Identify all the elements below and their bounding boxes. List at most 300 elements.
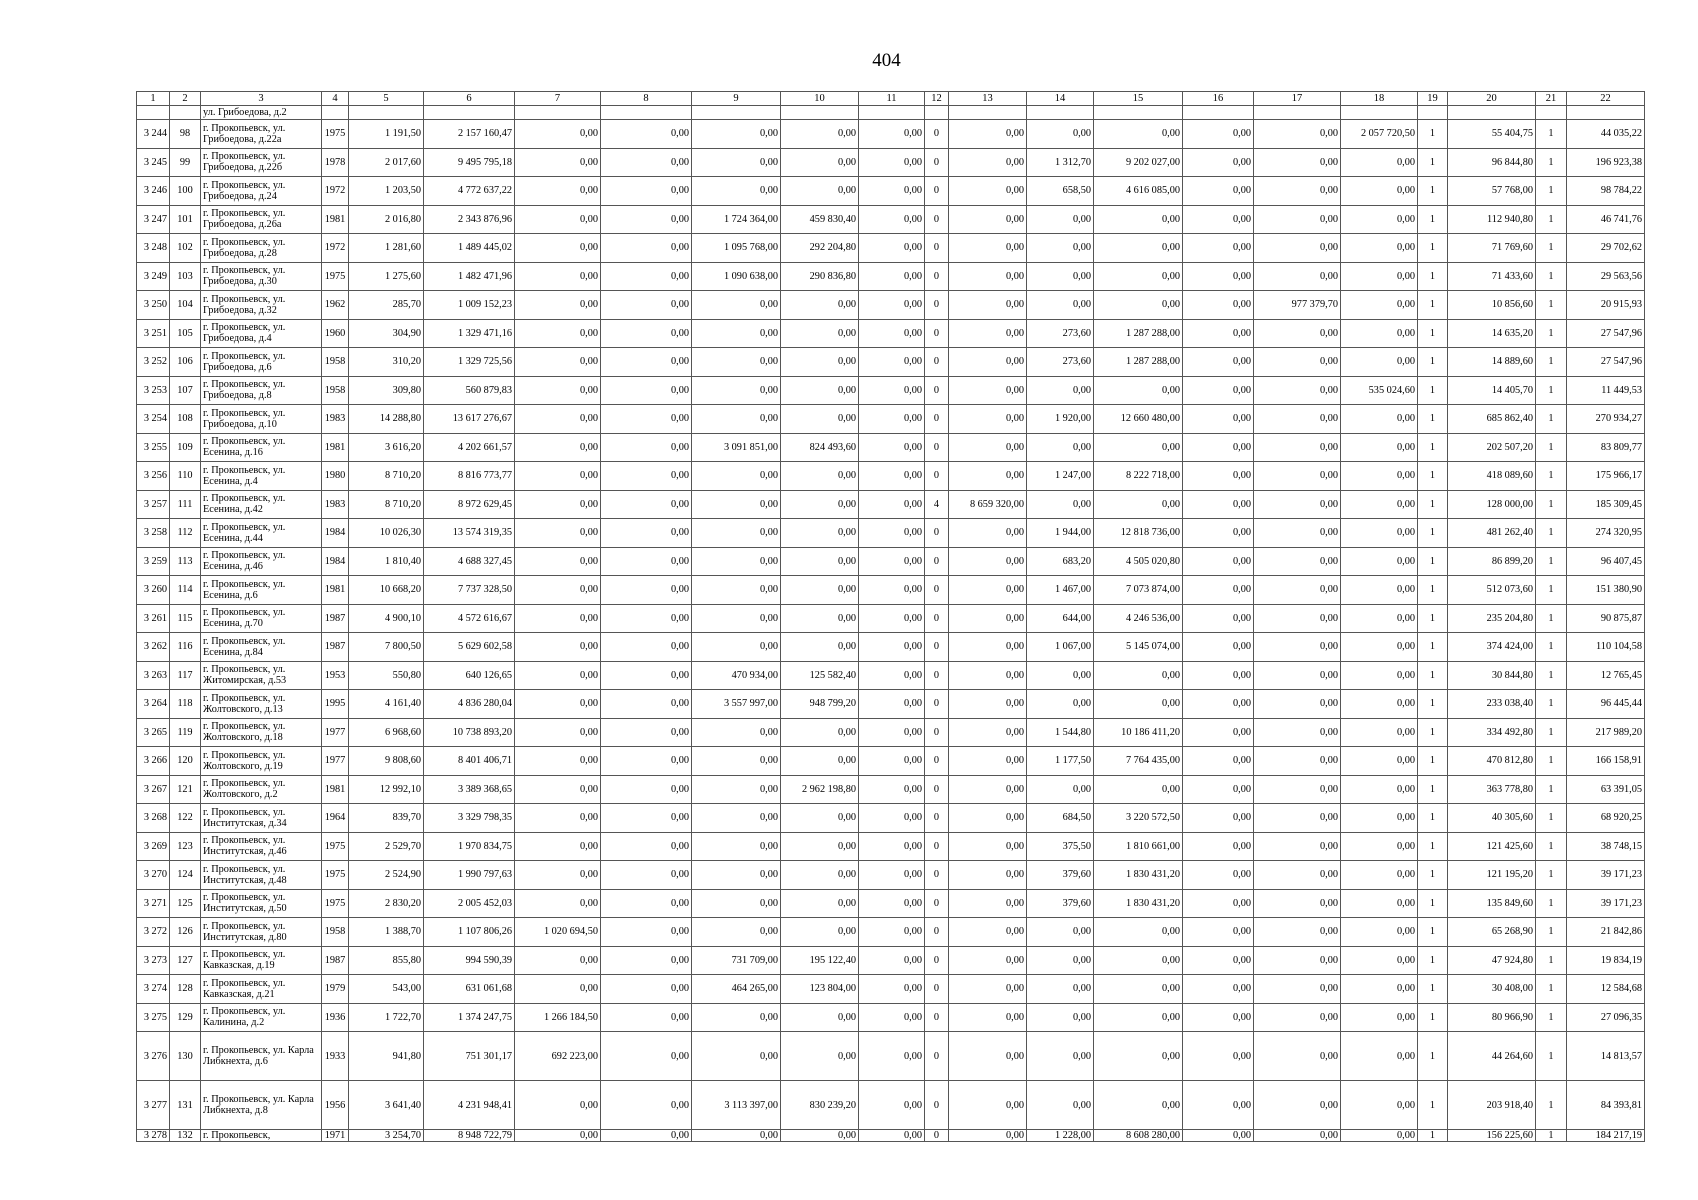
table-cell: 0 [925, 433, 949, 462]
table-cell: 1 990 797,63 [424, 861, 515, 890]
table-cell: 0,00 [601, 918, 692, 947]
table-cell: 1 [1418, 1130, 1448, 1142]
table-cell: 0,00 [1094, 120, 1183, 149]
table-cell: 0,00 [1254, 177, 1341, 206]
table-cell: 0,00 [515, 747, 601, 776]
table-cell: 1 830 431,20 [1094, 889, 1183, 918]
address-cell: г. Прокопьевск, ул. Есенина, д.16 [201, 433, 322, 462]
table-row [137, 291, 1645, 320]
table-cell: 151 380,90 [1567, 576, 1645, 605]
address-cell: г. Прокопьевск, ул. Грибоедова, д.8 [201, 376, 322, 405]
table-cell: 0,00 [1254, 775, 1341, 804]
table-cell: 0,00 [781, 861, 859, 890]
table-cell: 2 830,20 [349, 889, 424, 918]
table-cell: 0,00 [1183, 462, 1254, 491]
table-row [137, 1130, 1645, 1142]
table-row [137, 205, 1645, 234]
table-row [137, 376, 1645, 405]
table-cell: 1971 [322, 1130, 349, 1142]
table-cell: 0,00 [1027, 205, 1094, 234]
table-cell: 0,00 [859, 1130, 925, 1142]
table-cell: 1 203,50 [349, 177, 424, 206]
address-cell: г. Прокопьевск, ул. Есенина, д.84 [201, 633, 322, 662]
table-cell: 0,00 [1027, 1003, 1094, 1032]
table-cell: 0,00 [692, 1003, 781, 1032]
table-cell: 1 [1536, 1081, 1567, 1130]
cell [1448, 106, 1536, 120]
table-cell: 0,00 [1183, 1032, 1254, 1081]
table-cell: 0,00 [1341, 576, 1418, 605]
table-cell: 0,00 [1183, 234, 1254, 263]
table-row [137, 604, 1645, 633]
table-cell: 0,00 [692, 718, 781, 747]
table-cell: 3 091 851,00 [692, 433, 781, 462]
table-cell: 1933 [322, 1032, 349, 1081]
table-cell: 0,00 [515, 775, 601, 804]
table-cell: 0,00 [1341, 148, 1418, 177]
table-cell: 4 772 637,22 [424, 177, 515, 206]
table-cell: 0,00 [859, 1003, 925, 1032]
table-cell: 19 834,19 [1567, 946, 1645, 975]
table-cell: 0,00 [1341, 604, 1418, 633]
table-cell: 0,00 [1341, 462, 1418, 491]
table-cell: 0,00 [1341, 291, 1418, 320]
table-cell: 0,00 [1254, 433, 1341, 462]
table-cell: 0,00 [1341, 718, 1418, 747]
table-cell: 71 433,60 [1448, 262, 1536, 291]
table-row [137, 462, 1645, 491]
column-header: 12 [925, 92, 949, 106]
table-cell: 1 [1418, 376, 1448, 405]
table-cell: 0,00 [781, 120, 859, 149]
table-cell: 1 228,00 [1027, 1130, 1094, 1142]
table-cell: 46 741,76 [1567, 205, 1645, 234]
table-cell: 0,00 [781, 633, 859, 662]
table-cell: 0,00 [692, 519, 781, 548]
table-cell: 3 641,40 [349, 1081, 424, 1130]
table-cell: 0,00 [1254, 376, 1341, 405]
table-cell: 121 195,20 [1448, 861, 1536, 890]
table-cell: 0,00 [859, 205, 925, 234]
table-cell: 0,00 [1341, 946, 1418, 975]
table-cell: 0,00 [949, 633, 1027, 662]
table-cell: 7 764 435,00 [1094, 747, 1183, 776]
table-cell: 0,00 [1183, 1130, 1254, 1142]
table-cell: 10 856,60 [1448, 291, 1536, 320]
table-cell: 4 688 327,45 [424, 547, 515, 576]
table-cell: 98 784,22 [1567, 177, 1645, 206]
table-row [137, 547, 1645, 576]
table-cell: 0,00 [515, 861, 601, 890]
table-cell: 0,00 [1183, 1003, 1254, 1032]
table-cell: 14 635,20 [1448, 319, 1536, 348]
table-cell: 3 270 [137, 861, 170, 890]
table-cell: 104 [170, 291, 201, 320]
table-cell: 0 [925, 547, 949, 576]
table-cell: 0,00 [1094, 775, 1183, 804]
table-row [137, 918, 1645, 947]
table-cell: 0,00 [692, 148, 781, 177]
column-header: 14 [1027, 92, 1094, 106]
table-cell: 1979 [322, 975, 349, 1004]
table-cell: 0 [925, 861, 949, 890]
table-cell: 0,00 [692, 490, 781, 519]
table-cell: 0,00 [859, 661, 925, 690]
table-cell: 195 122,40 [781, 946, 859, 975]
address-cell: г. Прокопьевск, ул. Калинина, д.2 [201, 1003, 322, 1032]
table-cell: 640 126,65 [424, 661, 515, 690]
table-cell: 1 [1536, 319, 1567, 348]
table-cell: 3 275 [137, 1003, 170, 1032]
table-cell: 44 035,22 [1567, 120, 1645, 149]
table-cell: 0,00 [692, 918, 781, 947]
column-header: 19 [1418, 92, 1448, 106]
table-cell: 1 [1536, 604, 1567, 633]
address-cell: г. Прокопьевск, ул. Грибоедова, д.24 [201, 177, 322, 206]
table-cell: 1962 [322, 291, 349, 320]
table-cell: 0,00 [1183, 262, 1254, 291]
table-cell: 0,00 [949, 946, 1027, 975]
table-cell: 71 769,60 [1448, 234, 1536, 263]
table-cell: 117 [170, 661, 201, 690]
table-cell: 824 493,60 [781, 433, 859, 462]
table-cell: 0,00 [601, 490, 692, 519]
table-cell: 1981 [322, 205, 349, 234]
table-cell: 855,80 [349, 946, 424, 975]
table-cell: 3 269 [137, 832, 170, 861]
table-cell: 0,00 [859, 262, 925, 291]
table-cell: 2 962 198,80 [781, 775, 859, 804]
table-cell: 0,00 [1341, 975, 1418, 1004]
column-header: 3 [201, 92, 322, 106]
table-cell: 3 257 [137, 490, 170, 519]
table-cell: 684,50 [1027, 804, 1094, 833]
table-cell: 1 [1418, 576, 1448, 605]
table-row [137, 348, 1645, 377]
table-cell: 3 273 [137, 946, 170, 975]
table-cell: 0 [925, 348, 949, 377]
address-cell: г. Прокопьевск, ул. Есенина, д.4 [201, 462, 322, 491]
table-cell: 125 582,40 [781, 661, 859, 690]
table-cell: 29 702,62 [1567, 234, 1645, 263]
cell [781, 106, 859, 120]
table-cell: 109 [170, 433, 201, 462]
table-cell: 0,00 [601, 747, 692, 776]
table-cell: 0,00 [601, 1003, 692, 1032]
table-cell: 0,00 [515, 633, 601, 662]
table-row [137, 319, 1645, 348]
table-cell: 0,00 [1027, 918, 1094, 947]
table-cell: 113 [170, 547, 201, 576]
table-cell: 0,00 [859, 775, 925, 804]
table-cell: 0,00 [949, 718, 1027, 747]
table-cell: 0,00 [1027, 690, 1094, 719]
table-cell: 1980 [322, 462, 349, 491]
table-cell: 0,00 [601, 832, 692, 861]
table-cell: 1995 [322, 690, 349, 719]
table-cell: 644,00 [1027, 604, 1094, 633]
table-cell: 0,00 [1341, 661, 1418, 690]
table-cell: 10 186 411,20 [1094, 718, 1183, 747]
table-cell: 0,00 [859, 576, 925, 605]
table-cell: 379,60 [1027, 889, 1094, 918]
table-cell: 3 261 [137, 604, 170, 633]
table-cell: 0,00 [515, 177, 601, 206]
table-cell: 0,00 [949, 661, 1027, 690]
table-row [137, 433, 1645, 462]
table-cell: 0,00 [1183, 946, 1254, 975]
address-cell: г. Прокопьевск, ул. Грибоедова, д.30 [201, 262, 322, 291]
table-cell: 1 [1536, 576, 1567, 605]
table-cell: 0 [925, 405, 949, 434]
table-cell: 0,00 [949, 433, 1027, 462]
table-cell: 0,00 [515, 234, 601, 263]
table-cell: 0,00 [1254, 1032, 1341, 1081]
table-cell: 1 [1536, 348, 1567, 377]
table-cell: 3 267 [137, 775, 170, 804]
table-cell: 105 [170, 319, 201, 348]
table-cell: 4 161,40 [349, 690, 424, 719]
table-cell: 0,00 [781, 376, 859, 405]
table-cell: 0,00 [1341, 804, 1418, 833]
table-cell: 3 258 [137, 519, 170, 548]
table-cell: 1936 [322, 1003, 349, 1032]
table-cell: 1 191,50 [349, 120, 424, 149]
cell [601, 106, 692, 120]
address-cell: г. Прокопьевск, ул. Есенина, д.42 [201, 490, 322, 519]
table-cell: 12 992,10 [349, 775, 424, 804]
table-cell: 0,00 [781, 604, 859, 633]
table-cell: 8 659 320,00 [949, 490, 1027, 519]
column-header: 20 [1448, 92, 1536, 106]
table-cell: 1 [1418, 319, 1448, 348]
table-cell: 0,00 [1254, 747, 1341, 776]
table-cell: 1 329 725,56 [424, 348, 515, 377]
table-cell: 0,00 [601, 576, 692, 605]
address-cell: г. Прокопьевск, ул. Жолтовского, д.13 [201, 690, 322, 719]
table-cell: 3 245 [137, 148, 170, 177]
table-cell: 1987 [322, 633, 349, 662]
table-cell: 0,00 [1183, 490, 1254, 519]
table-cell: 0,00 [692, 832, 781, 861]
table-cell: 0,00 [949, 462, 1027, 491]
table-cell: 202 507,20 [1448, 433, 1536, 462]
table-cell: 1 [1418, 633, 1448, 662]
table-cell: 1 [1536, 804, 1567, 833]
table-cell: 0,00 [1254, 547, 1341, 576]
column-header: 4 [322, 92, 349, 106]
table-cell: 12 584,68 [1567, 975, 1645, 1004]
table-row [137, 177, 1645, 206]
table-cell: 1 [1418, 832, 1448, 861]
table-cell: 0,00 [859, 319, 925, 348]
table-cell: 30 408,00 [1448, 975, 1536, 1004]
table-cell: 5 145 074,00 [1094, 633, 1183, 662]
table-cell: 0,00 [949, 262, 1027, 291]
table-cell: 374 424,00 [1448, 633, 1536, 662]
table-cell: 1 544,80 [1027, 718, 1094, 747]
table-cell: 0,00 [1254, 148, 1341, 177]
table-cell: 948 799,20 [781, 690, 859, 719]
table-cell: 1 067,00 [1027, 633, 1094, 662]
table-row [137, 1003, 1645, 1032]
table-cell: 8 710,20 [349, 490, 424, 519]
column-header: 18 [1341, 92, 1418, 106]
table-cell: 0,00 [1341, 918, 1418, 947]
column-header: 1 [137, 92, 170, 106]
table-cell: 0,00 [1341, 519, 1418, 548]
table-cell: 1984 [322, 547, 349, 576]
table-cell: 3 266 [137, 747, 170, 776]
table-cell: 63 391,05 [1567, 775, 1645, 804]
table-cell: 1 [1536, 946, 1567, 975]
table-cell: 4 [925, 490, 949, 519]
table-cell: 111 [170, 490, 201, 519]
table-cell: 156 225,60 [1448, 1130, 1536, 1142]
table-cell: 0 [925, 832, 949, 861]
table-cell: 0,00 [601, 633, 692, 662]
table-cell: 0,00 [1094, 975, 1183, 1004]
table-cell: 9 808,60 [349, 747, 424, 776]
table-cell: 0,00 [949, 405, 1027, 434]
table-cell: 550,80 [349, 661, 424, 690]
table-cell: 124 [170, 861, 201, 890]
table-cell: 0,00 [1027, 946, 1094, 975]
table-cell: 1956 [322, 1081, 349, 1130]
table-cell: 0,00 [859, 490, 925, 519]
table-cell: 1 [1536, 462, 1567, 491]
table-cell: 0,00 [692, 1130, 781, 1142]
table-cell: 0,00 [601, 148, 692, 177]
table-cell: 1 [1536, 1032, 1567, 1081]
table-cell: 334 492,80 [1448, 718, 1536, 747]
table-cell: 7 073 874,00 [1094, 576, 1183, 605]
table-cell: 1977 [322, 718, 349, 747]
table-cell: 3 220 572,50 [1094, 804, 1183, 833]
table-cell: 4 246 536,00 [1094, 604, 1183, 633]
table-cell: 543,00 [349, 975, 424, 1004]
table-cell: 0 [925, 1130, 949, 1142]
table-cell: 0,00 [1254, 633, 1341, 662]
table-cell: 112 [170, 519, 201, 548]
table-cell: 0,00 [1254, 1003, 1341, 1032]
table-cell: 0,00 [1341, 1032, 1418, 1081]
continuation-address: ул. Грибоедова, д.2 [201, 106, 322, 120]
table-cell: 0,00 [1094, 918, 1183, 947]
table-cell: 4 231 948,41 [424, 1081, 515, 1130]
cell [515, 106, 601, 120]
table-cell: 4 505 020,80 [1094, 547, 1183, 576]
table-row [137, 804, 1645, 833]
table-cell: 0,00 [1183, 1081, 1254, 1130]
table-cell: 0,00 [781, 804, 859, 833]
table-cell: 0,00 [1341, 205, 1418, 234]
table-cell: 459 830,40 [781, 205, 859, 234]
table-cell: 0,00 [1183, 120, 1254, 149]
table-cell: 0,00 [1027, 376, 1094, 405]
cell [349, 106, 424, 120]
table-cell: 0,00 [1183, 832, 1254, 861]
table-cell: 0,00 [1254, 576, 1341, 605]
address-cell: г. Прокопьевск, ул. Грибоедова, д.4 [201, 319, 322, 348]
table-cell: 1 [1418, 861, 1448, 890]
table-cell: 102 [170, 234, 201, 263]
table-cell: 0,00 [515, 205, 601, 234]
table-cell: 10 026,30 [349, 519, 424, 548]
table-cell: 0 [925, 319, 949, 348]
cell [1536, 106, 1567, 120]
table-cell: 39 171,23 [1567, 889, 1645, 918]
table-row [137, 775, 1645, 804]
table-cell: 310,20 [349, 348, 424, 377]
table-cell: 1 [1536, 1130, 1567, 1142]
table-cell: 2 343 876,96 [424, 205, 515, 234]
table-row [137, 1081, 1645, 1130]
table-cell: 0,00 [1027, 490, 1094, 519]
table-cell: 1 [1418, 1032, 1448, 1081]
table-cell: 0,00 [1341, 547, 1418, 576]
table-cell: 0,00 [515, 804, 601, 833]
table-cell: 0,00 [1183, 804, 1254, 833]
table-cell: 185 309,45 [1567, 490, 1645, 519]
table-cell: 0,00 [1094, 1003, 1183, 1032]
table-cell: 0,00 [949, 604, 1027, 633]
table-cell: 0,00 [1094, 661, 1183, 690]
table-cell: 418 089,60 [1448, 462, 1536, 491]
table-cell: 1977 [322, 747, 349, 776]
table-cell: 106 [170, 348, 201, 377]
table-cell: 1 020 694,50 [515, 918, 601, 947]
table-cell: 39 171,23 [1567, 861, 1645, 890]
address-cell: г. Прокопьевск, ул. Карла Либкнехта, д.8 [201, 1081, 322, 1130]
table-cell: 112 940,80 [1448, 205, 1536, 234]
table-cell: 118 [170, 690, 201, 719]
table-cell: 1960 [322, 319, 349, 348]
table-cell: 0,00 [515, 376, 601, 405]
table-cell: 1 [1418, 462, 1448, 491]
table-cell: 103 [170, 262, 201, 291]
table-cell: 0,00 [692, 889, 781, 918]
table-cell: 12 660 480,00 [1094, 405, 1183, 434]
table-cell: 0 [925, 576, 949, 605]
table-cell: 83 809,77 [1567, 433, 1645, 462]
table-cell: 55 404,75 [1448, 120, 1536, 149]
table-cell: 0,00 [1254, 519, 1341, 548]
table-cell: 0 [925, 775, 949, 804]
table-cell: 1983 [322, 490, 349, 519]
table-cell: 0,00 [1027, 775, 1094, 804]
table-cell: 0,00 [515, 832, 601, 861]
table-cell: 166 158,91 [1567, 747, 1645, 776]
table-cell: 0,00 [1183, 633, 1254, 662]
table-cell: 0,00 [949, 376, 1027, 405]
table-cell: 0,00 [515, 718, 601, 747]
table-cell: 3 254,70 [349, 1130, 424, 1142]
address-cell: г. Прокопьевск, ул. Кавказская, д.21 [201, 975, 322, 1004]
table-cell: 123 [170, 832, 201, 861]
table-cell: 114 [170, 576, 201, 605]
table-cell: 0,00 [1027, 1081, 1094, 1130]
cell [1418, 106, 1448, 120]
table-cell: 0,00 [601, 433, 692, 462]
table-cell: 0,00 [859, 946, 925, 975]
table-cell: 0,00 [692, 177, 781, 206]
table-cell: 0,00 [515, 946, 601, 975]
table-cell: 0,00 [859, 291, 925, 320]
table-cell: 100 [170, 177, 201, 206]
table-cell: 1975 [322, 120, 349, 149]
table-cell: 0,00 [601, 547, 692, 576]
